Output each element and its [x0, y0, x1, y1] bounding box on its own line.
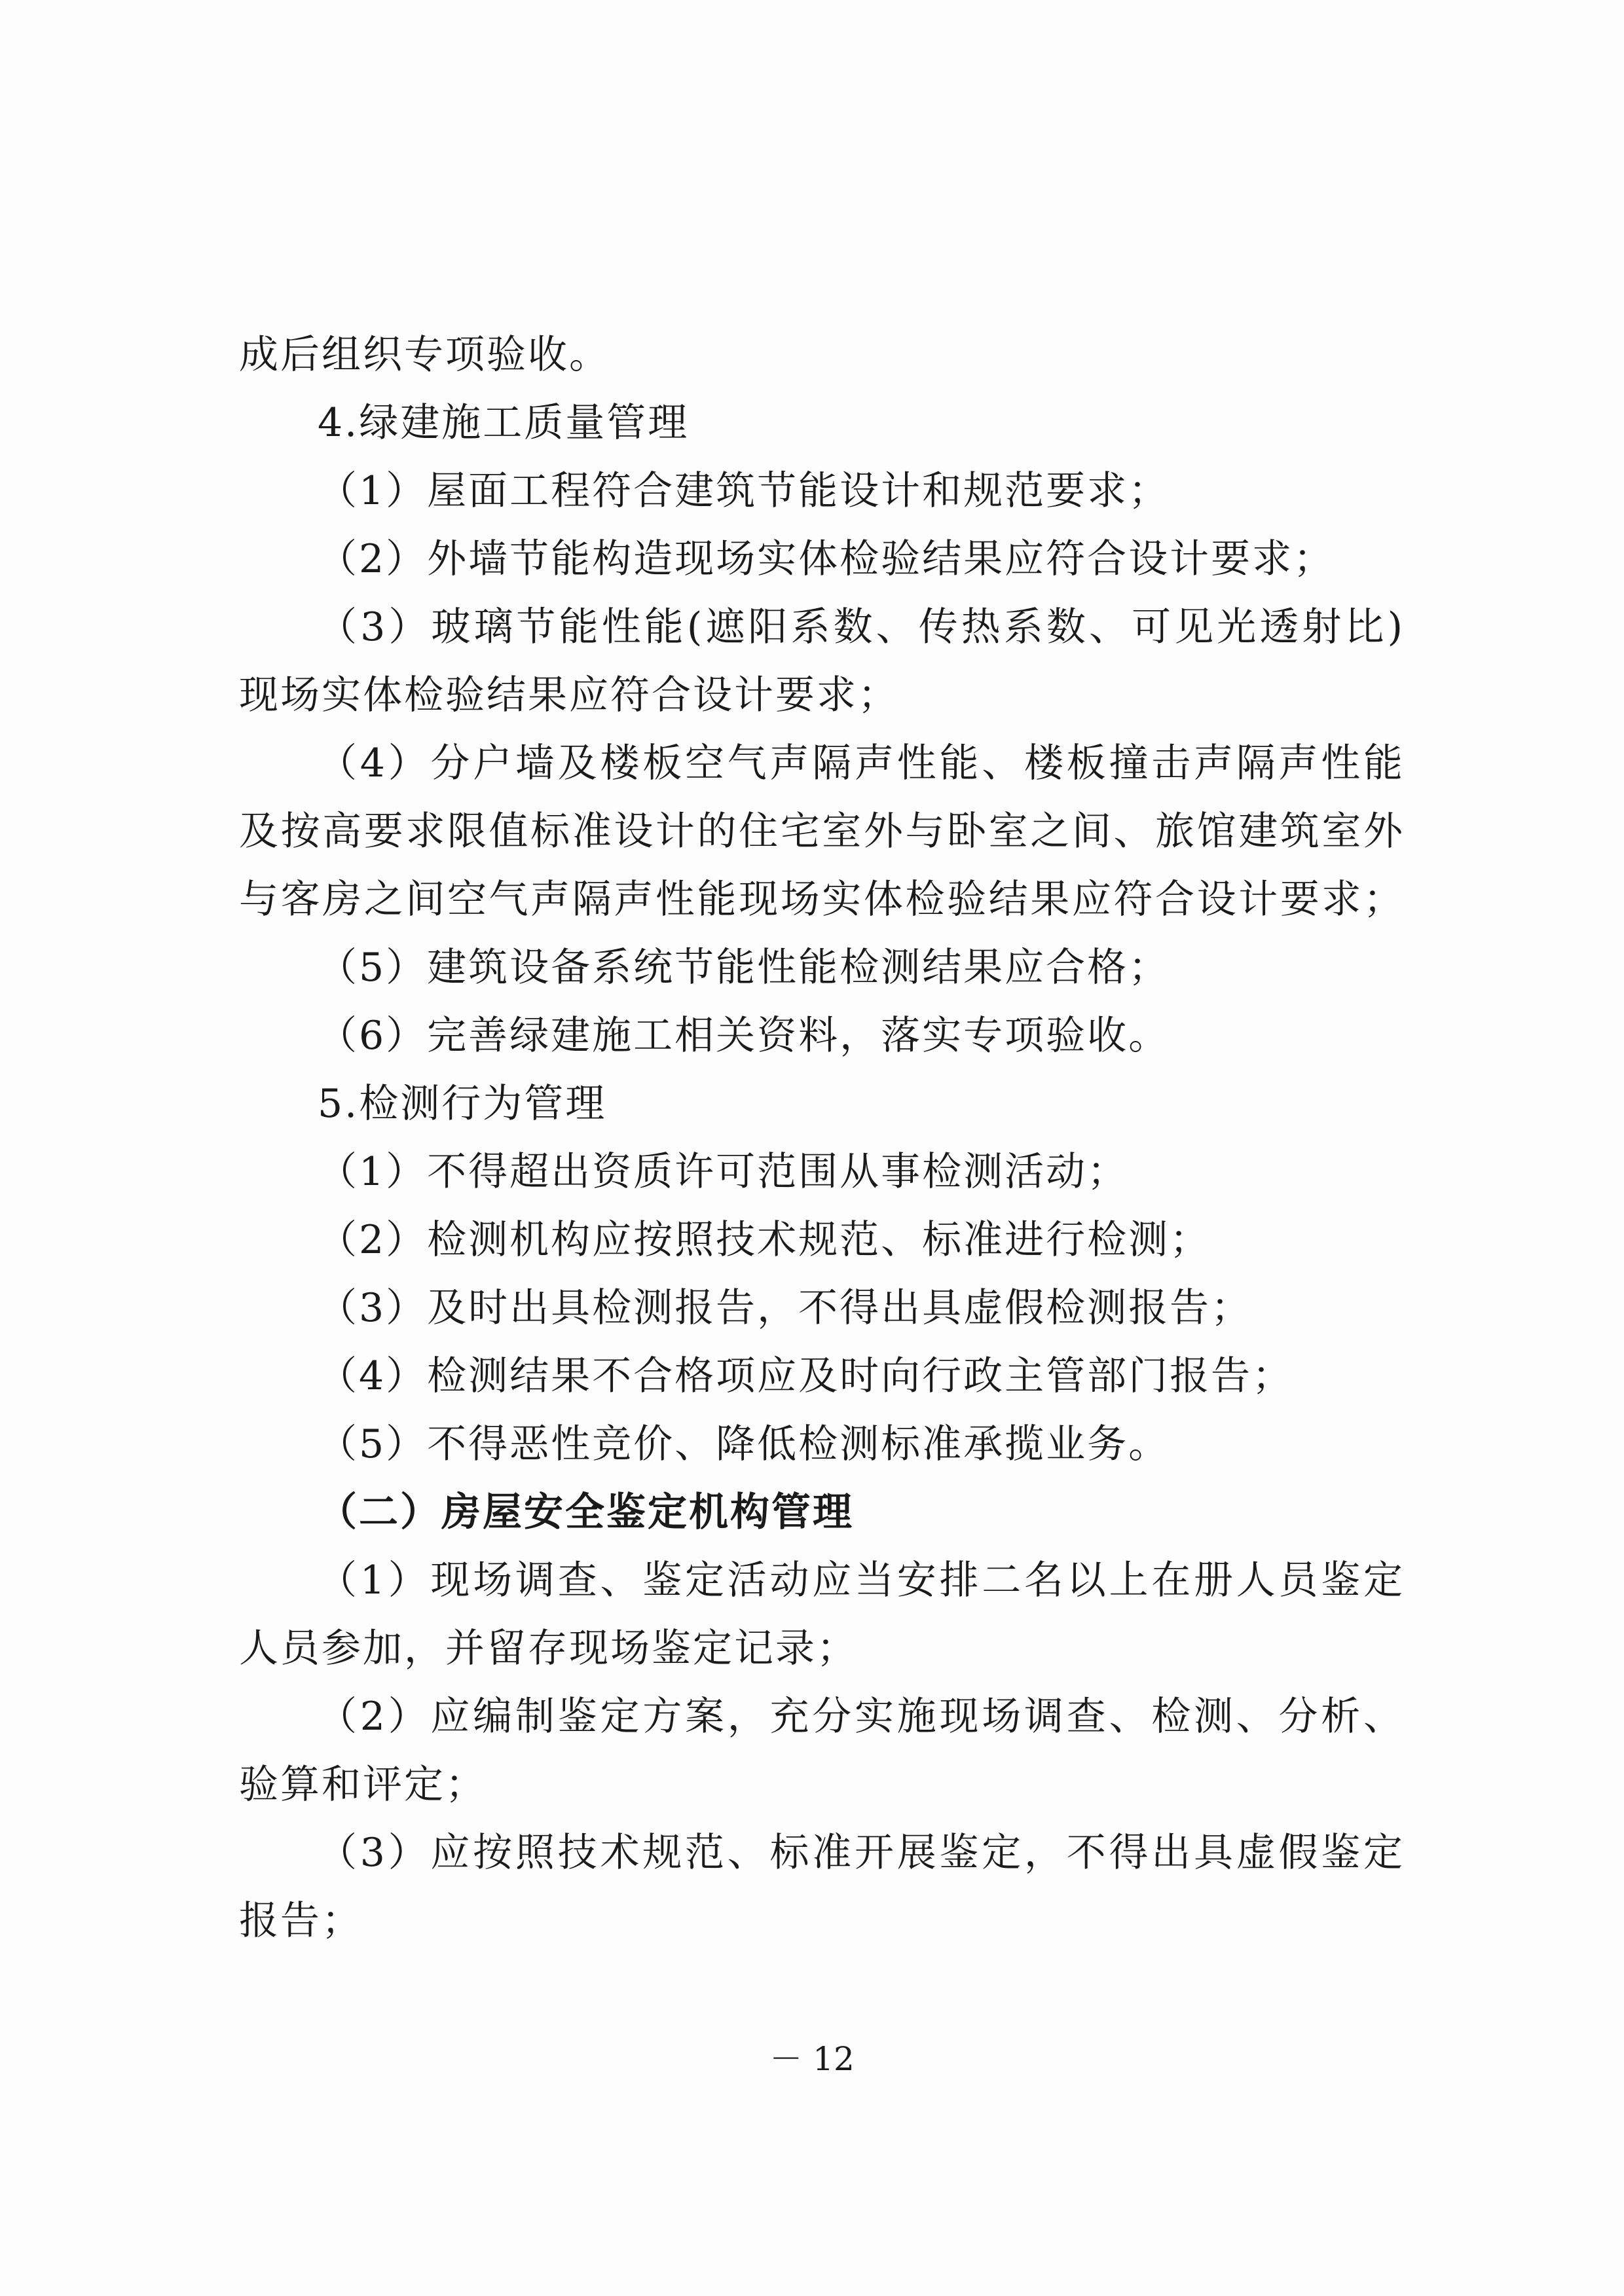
text-line: （3）玻璃节能性能(遮阳系数、传热系数、可见光透射比)	[318, 604, 1405, 650]
text-line: （2）应编制鉴定方案，充分实施现场调查、检测、分析、	[318, 1694, 1405, 1740]
document-body	[239, 321, 1405, 1955]
text-line: （3）及时出具检测报告，不得出具虚假检测报告；	[318, 1285, 1253, 1331]
text-line: （6）完善绿建施工相关资料，落实专项验收。	[318, 1013, 1170, 1059]
text-line: 成后组织专项验收。	[239, 332, 610, 378]
text-line: 验算和评定；	[239, 1762, 487, 1808]
text-line: （2）检测机构应按照技术规范、标准进行检测；	[318, 1217, 1211, 1263]
text-line: （4）分户墙及楼板空气声隔声性能、楼板撞击声隔声性能	[318, 740, 1405, 786]
text-line: 及按高要求限值标准设计的住宅室外与卧室之间、旅馆建筑室外	[239, 809, 1405, 854]
text-line: （5）不得恶性竞价、降低检测标准承揽业务。	[318, 1421, 1170, 1467]
text-line: （5）建筑设备系统节能性能检测结果应合格；	[318, 945, 1170, 991]
text-line: 与客房之间空气声隔声性能现场实体检验结果应符合设计要求；	[239, 877, 1405, 922]
text-line: 人员参加，并留存现场鉴定记录；	[239, 1626, 858, 1671]
text-line: 现场实体检验结果应符合设计要求；	[239, 672, 899, 718]
text-line: 5.检测行为管理	[318, 1081, 607, 1127]
text-line: （3）应按照技术规范、标准开展鉴定，不得出具虚假鉴定	[318, 1830, 1405, 1876]
text-line: （4）检测结果不合格项应及时向行政主管部门报告；	[318, 1353, 1294, 1399]
page-number: － 12	[769, 2040, 855, 2078]
text-line: （2）外墙节能构造现场实体检验结果应符合设计要求；	[318, 536, 1335, 582]
text-line: 4.绿建施工质量管理	[318, 400, 690, 446]
text-line: （1）屋面工程符合建筑节能设计和规范要求；	[318, 468, 1170, 514]
text-line: 报告；	[239, 1898, 363, 1944]
text-line: （1）现场调查、鉴定活动应当安排二名以上在册人员鉴定	[318, 1558, 1405, 1603]
section-heading: （二）房屋安全鉴定机构管理	[318, 1489, 854, 1535]
text-line: （1）不得超出资质许可范围从事检测活动；	[318, 1149, 1129, 1195]
